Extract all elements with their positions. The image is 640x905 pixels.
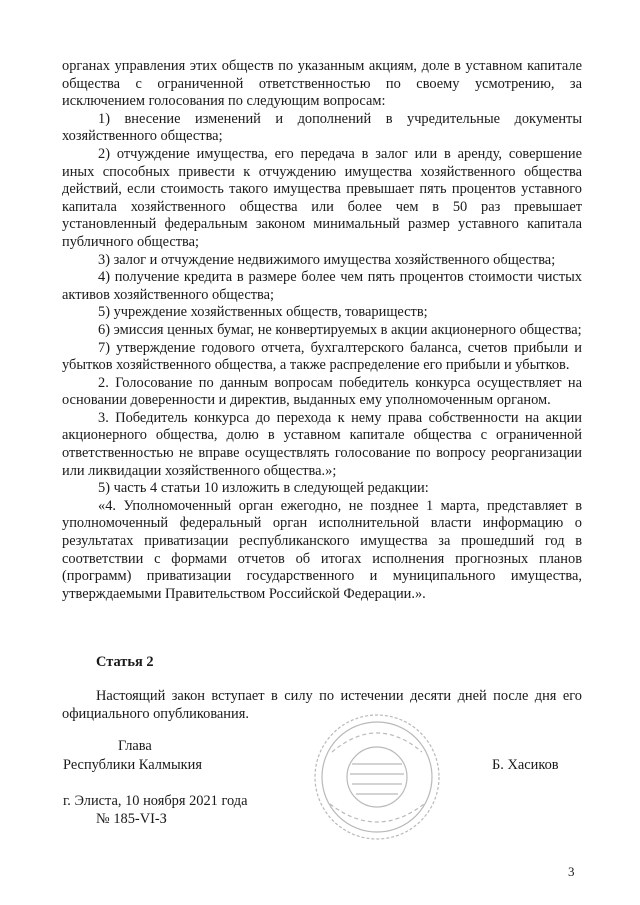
official-seal-icon	[312, 712, 442, 842]
place-and-date: г. Элиста, 10 ноября 2021 года	[63, 793, 248, 809]
amendment-5: 5) часть 4 статьи 10 изложить в следующей редакции:	[98, 480, 429, 497]
article-title: Статья 2	[96, 654, 154, 670]
list-item-2: 2) отчуждение имущества, его передача в залог или в аренду, совершение иных способных привести к отчуждению имущества хозяйственного общества действий, если стоимость такого имущества превышает пять процентов уставного капитала хозяйственного общества или более чем в 50 раз превышает установленный федеральным законом минимальный размер уставного капитала публичного общества;	[62, 145, 582, 250]
list-item-3: 3) залог и отчуждение недвижимого имущества хозяйственного общества;	[98, 251, 556, 268]
document-body	[62, 58, 582, 603]
signatory-title-line-1: Глава	[118, 738, 152, 754]
final-provision-text: Настоящий закон вступает в силу по истечении десяти дней после дня его официального опубликования.	[62, 688, 582, 722]
paragraph-intro: органах управления этих обществ по указанным акциям, доле в уставном капитале общества с ограниченной ответственностью по своему усмотрению, за исключением голосования по следующим вопросам:	[62, 58, 582, 110]
clause-2: 2. Голосование по данным вопросам победитель конкурса осуществляет на основании доверенности и директив, выданных ему уполномоченным органом.	[62, 374, 582, 409]
list-item-5: 5) учреждение хозяйственных обществ, товариществ;	[98, 304, 428, 321]
law-number: № 185-VI-З	[96, 811, 167, 827]
clause-3: 3. Победитель конкурса до перехода к нему права собственности на акции акционерного общества, долю в уставном капитале общества с ограниченной ответственностью не вправе осуществлять голосование по вопросу реорганизации или ликвидации хозяйственного общества.»;	[62, 409, 582, 479]
list-item-4: 4) получение кредита в размере более чем пять процентов стоимости чистых активов хозяйственного общества;	[62, 269, 582, 303]
list-item-6: 6) эмиссия ценных бумаг, не конвертируемых в акции акционерного общества;	[98, 321, 582, 338]
page-number: 3	[568, 864, 575, 879]
signatory-title-line-2: Республики Калмыкия	[63, 757, 202, 773]
signatory-name: Б. Хасиков	[492, 757, 559, 773]
clause-4-quote: «4. Уполномоченный орган ежегодно, не позднее 1 марта, представляет в уполномоченный федеральный орган исполнительной власти информацию о результатах приватизации республиканского имущества за прошедший год в соответствии с формами отчетов об итогах исполнения прогнозных планов (программ) приватизации государственного и муниципального имущества, утверждаемыми Правительством Российской Федерации.».	[62, 497, 582, 602]
list-item-7: 7) утверждение годового отчета, бухгалтерского баланса, счетов прибыли и убытков хозяйственного общества, а также распределение его прибыли и убытков.	[62, 339, 582, 374]
list-item-1: 1) внесение изменений и дополнений в учредительные документы хозяйственного общества;	[62, 110, 582, 145]
